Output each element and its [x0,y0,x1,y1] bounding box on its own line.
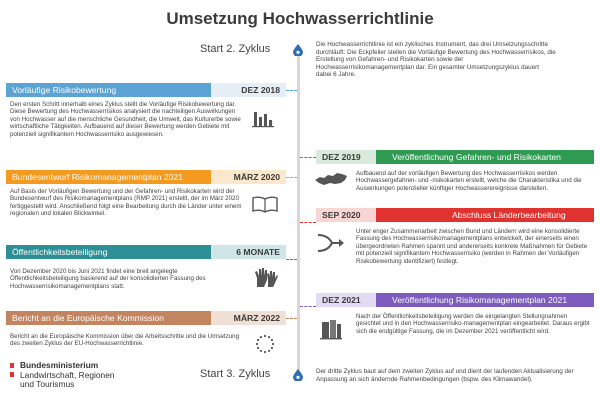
step-bar-state-completion [316,208,594,222]
org-line-2: Landwirtschaft, Regionen [20,369,115,380]
step-label: Bundesentwurf Risikomanagementplan 2021 [12,172,184,182]
eu-star [271,339,273,341]
step-bar-risk-assessment [6,83,286,97]
connector-step-2 [300,157,316,158]
connector-step-5 [286,259,297,260]
step-date: 6 MONATE [236,247,280,257]
org-line-3: und Tourismus [20,379,75,390]
step-text: Nach der Öffentlichkeitsbeteiligung werden die eingelangten Stellungnahmen gesichtet und in den Hochwasserrisiko-managementplan eingearbeitet. Daraus ergibt sich die endgültige Fassung, die im Dezember 2021 veröffentlicht wird. [356,313,590,335]
ministry-logo [20,361,180,390]
step-date: MÄRZ 2022 [233,313,280,323]
eu-star [260,350,262,352]
step-text: Unter enger Zusammenarbeit zwischen Bund und Ländern wird eine konsolidierte Fassung des Hochwasserrisikomanagementplans entwickelt, der einerseits einen übergeordneten Rahmen spannt und andererseits konkrete Maßnahmen für Gebiete mit potenziell signifikantem Hochwasserrisiko (werden in Rahmen der Vorläufigen Risikobewertung identifiziert) festlegt. [356,228,588,265]
step-date: DEZ 2019 [322,152,361,162]
step-text: Bericht an die Europäische Kommission über die Arbeitsschritte und die Umsetzung des zweiten Zyklus der EU-Hochwasserrichtlinie. [10,333,240,348]
step-label: Bericht an die Europäische Kommission [12,313,164,323]
timeline-line [297,55,300,375]
austria-map-icon [314,171,348,187]
eu-star [272,343,274,345]
bar-chart-icon [252,108,274,128]
hands-icon [254,266,278,288]
step-bar-plan-publication [316,293,594,307]
page-title: Umsetzung Hochwasserrichtlinie [166,9,434,28]
step-label: Öffentlichkeitsbeteiligung [12,247,108,257]
eu-stars-icon [254,333,276,355]
eu-star [257,339,259,341]
connector-step-7 [286,318,297,319]
step-date: DEZ 2018 [241,85,280,95]
step-label: Vorläufige Risikobewertung [12,85,117,95]
step-label: Abschluss Länderbearbeitung [452,210,566,220]
start-label: Start 2. Zyklus [200,43,271,55]
eu-star [268,350,270,352]
eu-star [260,336,262,338]
connector-step-4 [300,222,316,223]
step-bar-federal-draft [6,170,286,184]
step-bar-hazard-maps [316,150,594,164]
eu-star [264,335,266,337]
step-text: Von Dezember 2020 bis Juni 2021 findet eine breit angelegte Öffentlichkeitsbeteiligung basierend auf der konsolidierten Fassung des Hochwasserrisikomanagementplans statt. [10,268,206,290]
books-icon [320,318,342,340]
step-text: Auf Basis der Vorläufigen Bewertung und der Gefahren- und Risikokarten wird der Bundesentwurf des Risikomanagementplans (RMP 2021) erstellt, der im März 2020 fertiggestellt wird. Anschließend folgt eine Bearbeitung durch die Länder unter einem regionalen und lokalen Blickwinkel. [10,188,242,218]
step-date: SEP 2020 [322,210,361,220]
connector-step-6 [300,306,316,307]
eu-star [264,351,266,353]
org-line-1: Bundesministerium [20,360,99,370]
step-label: Veröffentlichung Gefahren- und Risikokarten [392,152,561,162]
eu-star [271,347,273,349]
merge-arrows-icon [316,232,346,254]
connector-step-3 [286,177,297,178]
step-text: Den ersten Schritt innerhalb eines Zyklus stellt die Vorläufige Risikobewertung dar. Diese Bewertung des Hochwasserrisikos analysiert die nachteiligen Auswirkungen von Hochwasser auf die menschliche Gesundheit, die Umwelt, das Kulturerbe sowie wirtschaftliche Tätigkeiten. Aufbauend auf dieser Bewertung werden Gebiete mit potenziell signifikantem Hochwasserrisiko ausgewiesen. [10,101,241,138]
water-drop-icon [293,369,303,381]
step-label: Veröffentlichung Risikomanagementplan 2021 [392,295,568,305]
intro-text: Die Hochwasserrichtlinie ist ein zyklisches Instrument, das drei Umsetzungsschritte durchläuft: Die Eckpfeiler stellen die Vorläufige Bewertung des Hochwasserrisikos, die Erstellung von Gefahren- und Risikokarten sowie der Hochwasserrisikomanagementplan dar. Ein gesamter Umsetzungszyklus dauert dabei 6 Jahre. [316,41,556,79]
connector-step-1 [286,90,297,91]
eu-star [256,343,258,345]
eu-star [268,336,270,338]
book-icon [252,195,278,213]
step-bar-eu-report [6,311,286,325]
eu-star [257,347,259,349]
step-date: MÄRZ 2020 [233,172,280,182]
step-bar-public-participation [6,245,286,259]
step-date: DEZ 2021 [322,295,361,305]
end-label: Start 3. Zyklus [200,368,271,380]
flag-stripe-bottom [10,372,14,377]
water-drop-icon [293,44,303,56]
step-text: Aufbauend auf der vorläufigen Bewertung des Hochwasserrisikos werden Hochwassergefahren- und -risikokarten erstellt, welche die Charakteristika und die Auswirkungen potenzieller künftiger Hochwasserereignisse darstellen. [356,170,582,192]
end-text: Der dritte Zyklus baut auf dem zweiten Zyklus auf und dient der laufenden Aktualisierung der Anpassung an sich ändernde Rahmenbedingungen (bspw. des Klimawandel). [316,368,574,383]
